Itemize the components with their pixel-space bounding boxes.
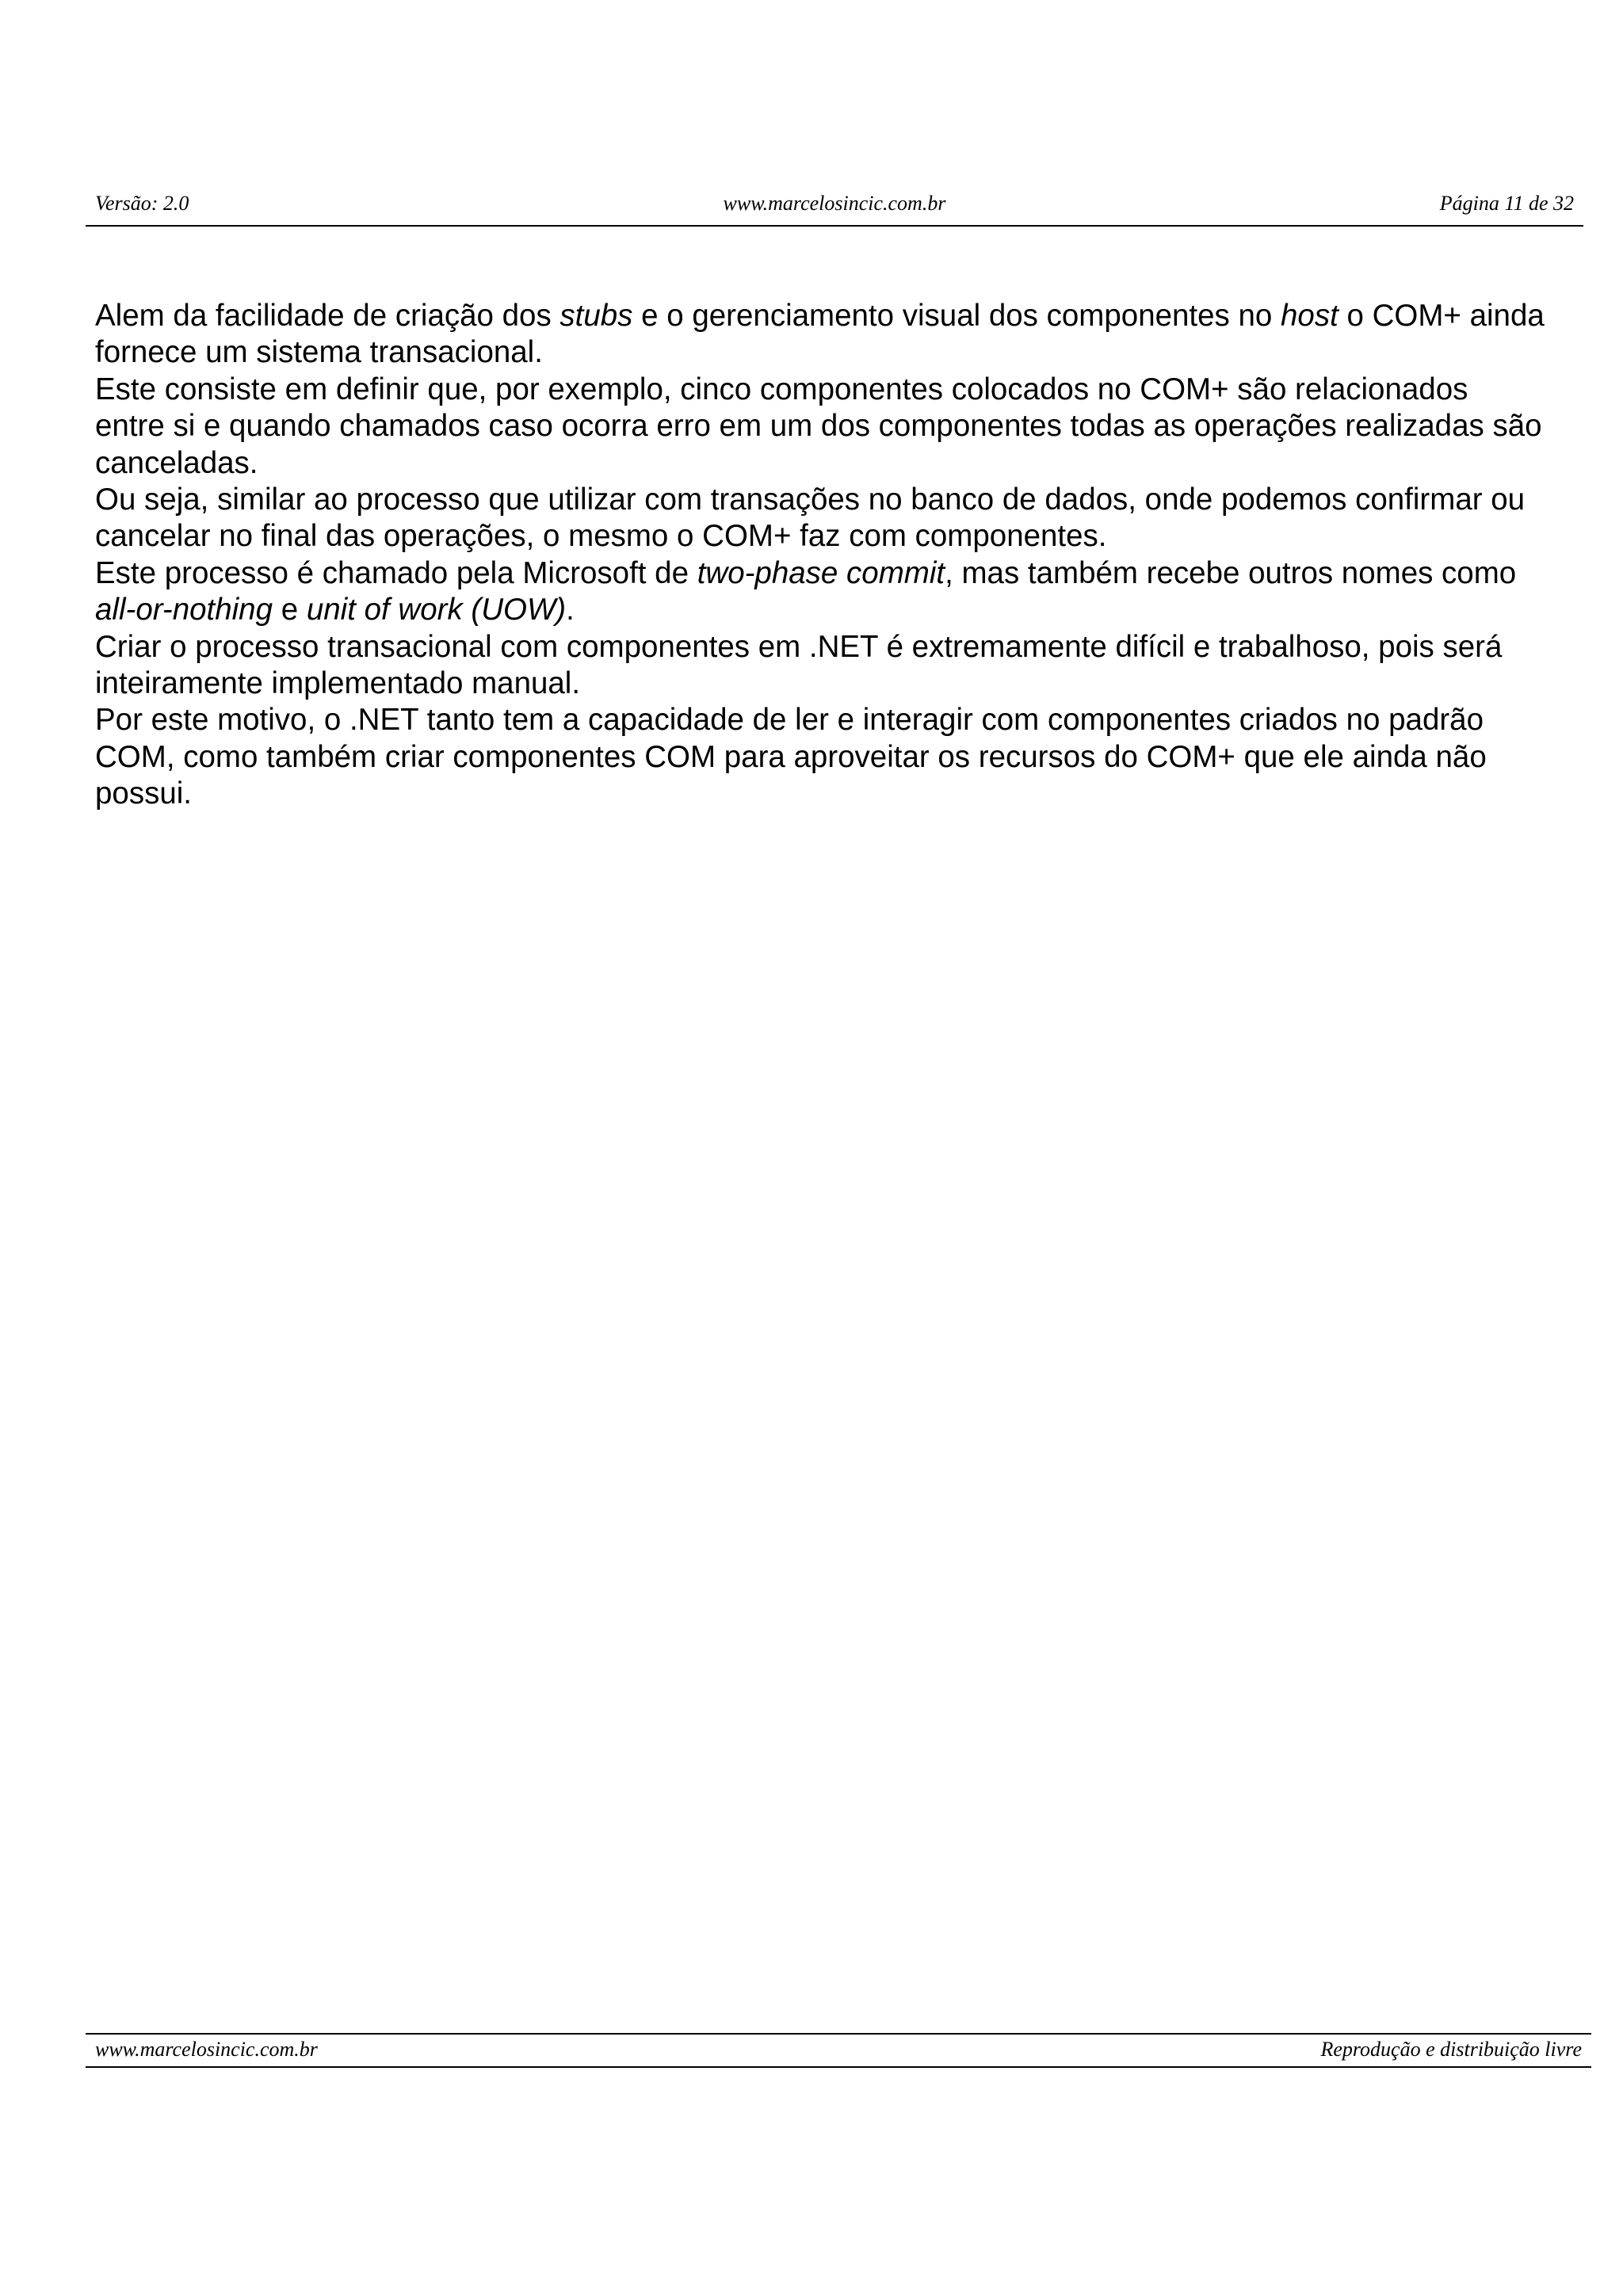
all-or-nothing-term: all-or-nothing — [95, 593, 273, 627]
paragraph-6: Por este motivo, o .NET tanto tem a capacidade de ler e interagir com componentes criados no padrão COM, como também criar componentes COM para aproveitar os recursos do COM+ que ele ainda não possui. — [95, 703, 1487, 811]
page-footer — [86, 2033, 1591, 2068]
paragraph-3: Ou seja, similar ao processo que utilizar com transações no banco de dados, onde podemos confirmar ou cancelar no final das operações, o mesmo o COM+ faz com componentes. — [95, 482, 1526, 554]
paragraph-5: Criar o processo transacional com componentes em .NET é extremamente difícil e trabalhoso, pois será inteiramente implementado manual. — [95, 629, 1503, 701]
footer-license: Reprodução e distribuição livre — [1320, 2038, 1582, 2061]
header-site: www.marcelosincic.com.br — [723, 192, 946, 215]
paragraph-2: Este consiste em definir que, por exemplo, cinco componentes colocados no COM+ são relacionados entre si e quando chamados caso ocorra erro em um dos componentes todas as operações realizadas são canceladas. — [95, 372, 1542, 480]
page-header — [86, 190, 1583, 227]
document-body — [95, 298, 1545, 813]
unit-of-work-term: unit of work (UOW) — [306, 593, 567, 627]
header-page-number: Página 11 de 32 — [1439, 192, 1574, 215]
footer-site: www.marcelosincic.com.br — [95, 2038, 318, 2061]
host-term: host — [1281, 299, 1338, 333]
two-phase-commit-term: two-phase commit — [697, 555, 945, 590]
paragraph-4: Este processo é chamado pela Microsoft de two-phase commit, mas também recebe outros nomes como all-or-nothing e unit of work (UOW). — [95, 555, 1517, 627]
paragraph-1: Alem da facilidade de criação dos stubs e o gerenciamento visual dos componentes no host o COM+ ainda fornece um sistema transacional. — [95, 299, 1545, 370]
stubs-term: stubs — [559, 299, 633, 333]
header-version: Versão: 2.0 — [95, 192, 189, 215]
